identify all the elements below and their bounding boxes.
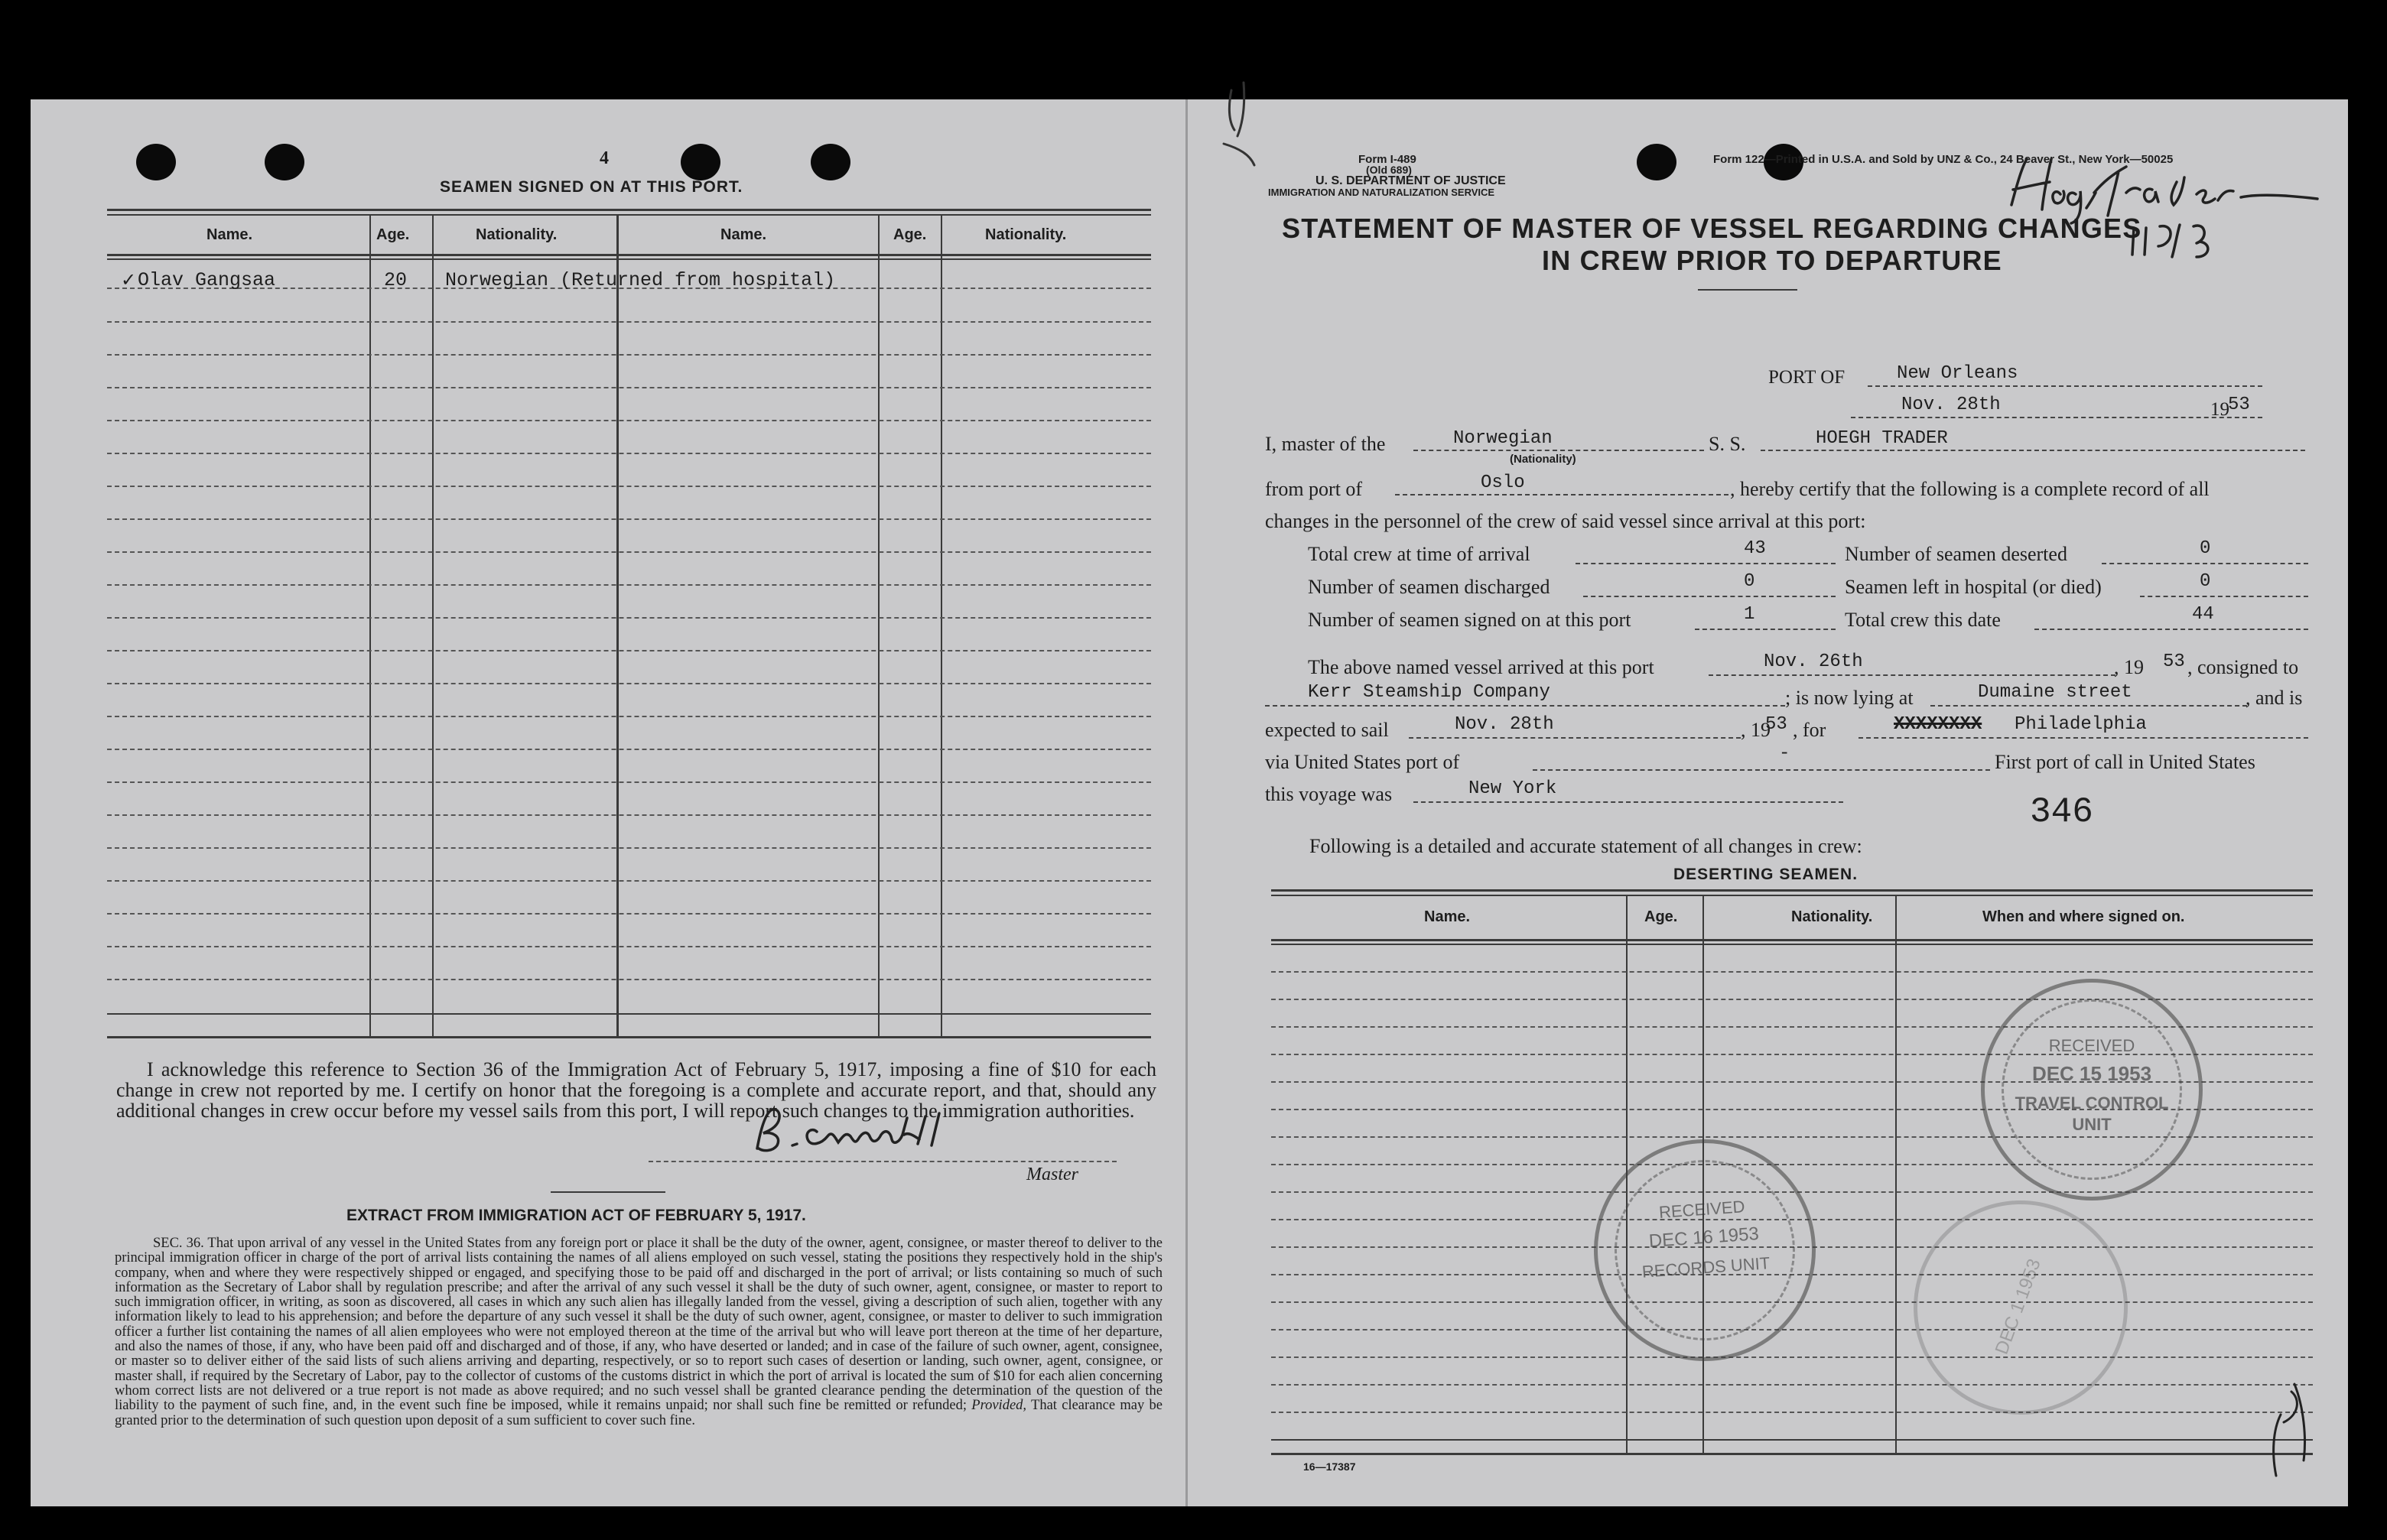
destination-value: Philadelphia — [2015, 714, 2147, 735]
consignee-value: Kerr Steamship Company — [1308, 682, 1550, 703]
page-fold — [1185, 99, 1188, 1506]
master-signature — [742, 1101, 1063, 1162]
col-header-age: Age. — [376, 226, 410, 243]
first-port-value: New York — [1468, 778, 1557, 799]
travel-control-stamp — [1981, 979, 2203, 1200]
col-header-name: Name. — [207, 226, 253, 243]
port-value: New Orleans — [1897, 363, 2018, 384]
sail-year: 53 — [1765, 714, 1787, 735]
from-port-value: Oslo — [1481, 473, 1525, 493]
arrived-label: The above named vessel arrived at this port — [1308, 656, 1654, 678]
records-unit-stamp — [1586, 1132, 1823, 1369]
total-crew-arrival-label: Total crew at time of arrival — [1308, 543, 1530, 565]
certify-text: , hereby certify that the following is a complete record of all — [1730, 478, 2210, 500]
arrived-date: Nov. 26th — [1764, 651, 1863, 672]
printer-line: Form 122—Printed in U.S.A. and Sold by UNZ & Co., 24 Beaver St., New York—50025 — [1713, 153, 2174, 166]
col-header-name: Name. — [1424, 908, 1471, 925]
punch-hole — [681, 144, 720, 180]
following-text: Following is a detailed and accurate statement of all changes in crew: — [1309, 835, 1862, 857]
col-header-nationality: Nationality. — [476, 226, 558, 243]
extract-title: EXTRACT FROM IMMIGRATION ACT OF FEBRUARY 5, 1917. — [346, 1207, 806, 1224]
document-sheet — [31, 99, 2348, 1506]
page-number: 4 — [600, 148, 609, 168]
master-label: Master — [1026, 1165, 1078, 1184]
col-header-nationality: Nationality. — [1791, 908, 1873, 925]
nationality-value: Norwegian — [1453, 428, 1553, 449]
via-port-value: - — [1779, 743, 1790, 764]
deserting-title: DESERTING SEAMEN. — [1673, 866, 1859, 883]
discharged-label: Number of seamen discharged — [1308, 576, 1550, 598]
from-port-label: from port of — [1265, 478, 1363, 500]
consigned-label: , consigned to — [2187, 656, 2299, 678]
service-name: IMMIGRATION AND NATURALIZATION SERVICE — [1268, 187, 1495, 198]
first-port-label: First port of call in United States — [1995, 751, 2255, 773]
for-label: , for — [1793, 719, 1826, 741]
stamp-received: RECEIVED — [1658, 1197, 1746, 1223]
and-is-text: , and is — [2246, 687, 2303, 709]
deserted-value: 0 — [2200, 538, 2211, 559]
left-page-title: SEAMEN SIGNED ON AT THIS PORT. — [440, 178, 743, 196]
col-header-age: Age. — [1644, 908, 1678, 925]
stamp-date: DEC 16 1953 — [1648, 1223, 1760, 1252]
nationality-caption: (Nationality) — [1510, 453, 1576, 466]
total-crew-date-label: Total crew this date — [1845, 609, 2001, 631]
punch-hole — [1637, 144, 1676, 180]
form-title-line1: STATEMENT OF MASTER OF VESSEL REGARDING CHANGES — [1282, 213, 2142, 244]
date-value: Nov. 28th — [1901, 395, 2001, 415]
stamp-date: DEC 15 1953 — [2031, 1062, 2152, 1085]
seaman-nationality: Norwegian (Returned from hospital) — [445, 269, 836, 291]
stamp-records-unit: RECORDS UNIT — [1641, 1253, 1771, 1282]
signed-on-label: Number of seamen signed on at this port — [1308, 609, 1631, 631]
deserted-label: Number of seamen deserted — [1845, 543, 2067, 565]
stamped-number: 346 — [2030, 792, 2093, 832]
acknowledgement-text: I acknowledge this reference to Section 36 of the Immigration Act of February 5, 1917, imposing a fine of $10 for each change in crew not reported by me. I certify on honor that the foregoing is a complete and accurate report, and that, should any additional changes in crew occur before my vessel sails from this port, I will report such changes to the immigration authorities. — [116, 1058, 1156, 1122]
col-header-nationality-2: Nationality. — [985, 226, 1067, 243]
arrived-year-prefix: , 19 — [2114, 656, 2144, 678]
sail-date: Nov. 28th — [1455, 714, 1554, 735]
seaman-name: Olav Gangsaa — [138, 269, 276, 291]
struck-destination: XXXXXXXX — [1894, 714, 1982, 735]
port-label: PORT OF — [1768, 367, 1846, 388]
extract-text: SEC. 36. That upon arrival of any vessel in the United States from any foreign port or place it shall be the duty of the owner, agent, consignee, or master thereof to deliver to the principal immigration officer in charge of the port of arrival lists containing the names of all aliens employed on such vessel, stating the positions they respectively hold in the ship's company, when and where they were respectively shipped or engaged, and specifying those to be paid off and discharged in the port of arrival; or lists containing so much of such information as the Secretary of Labor shall by regulation prescribe; and after the arrival of any such vessel it shall be the duty of such owner, agent, consignee, or master to report to such immigration officer, in writing, as soon as discovered, all cases in which any such alien has illegally landed from the vessel, giving a description of such alien, together with any information likely to lead to his apprehension; and before the departure of any such vessel it shall be the duty of such owner, agent, consignee, or master to deliver to such immigration officer a further list containing the names of all alien employees who were not employed thereon at the time of the arrival but who will leave port thereon at the time of her departure, and also the names of those, if any, who have been paid off and discharged and of those, if any, who have deserted or landed; and in case of the failure of such owner, agent, consignee, or master so to deliver either of the said lists of such aliens arriving and departing, respectively, or so to report such cases of desertion or landing, such owner, agent, consignee, or master shall, if required by the Secretary of Labor, pay to the collector of customs of the customs district in which the port of arrival is located the sum of $10 for each alien concerning whom correct lists are not delivered or a true report is not made as above required; and no such vessel shall be granted clearance pending the determination of the question of the liability to the payment of such fine, and, in the event such fine be imposed, while it remains unpaid; nor shall such fine be remitted or refunded; Provided, That clearance may be granted prior to the determination of such question upon deposit of a sum sufficient to cover such fine. — [115, 1236, 1163, 1428]
total-crew-date-value: 44 — [2192, 604, 2214, 625]
punch-hole — [811, 144, 850, 180]
form-title-line2: IN CREW PRIOR TO DEPARTURE — [1542, 245, 2002, 276]
lying-label: ; is now lying at — [1785, 687, 1914, 709]
seaman-age: 20 — [384, 269, 408, 291]
year-value: 53 — [2228, 395, 2250, 415]
margin-handwriting — [1208, 75, 1277, 174]
check-mark: ✓ — [121, 271, 137, 291]
stamp-date: DEC 1 1953 — [1991, 1256, 2045, 1357]
hospital-label: Seamen left in hospital (or died) — [1845, 576, 2102, 598]
col-header-signed-on: When and where signed on. — [1982, 908, 2185, 925]
vessel-name: HOEGH TRADER — [1816, 428, 1948, 449]
hospital-value: 0 — [2200, 571, 2211, 592]
punch-hole — [265, 144, 304, 180]
margin-check-mark — [2261, 1369, 2322, 1483]
form-number: Form I-489 — [1358, 153, 1416, 166]
stamp-travel-control: TRAVEL CONTROL — [2015, 1093, 2169, 1113]
via-label: via United States port of — [1265, 751, 1460, 773]
department-name: U. S. DEPARTMENT OF JUSTICE — [1315, 174, 1506, 187]
total-crew-arrival-value: 43 — [1744, 538, 1766, 559]
signed-on-value: 1 — [1744, 604, 1755, 625]
discharged-value: 0 — [1744, 571, 1755, 592]
ss-label: S. S. — [1709, 433, 1746, 455]
stamp-unit: UNIT — [2072, 1115, 2112, 1134]
expected-label: expected to sail — [1265, 719, 1389, 741]
changes-text: changes in the personnel of the crew of said vessel since arrival at this port: — [1265, 510, 1866, 532]
master-of-label: I, master of the — [1265, 433, 1386, 455]
year-prefix: 19 — [2210, 399, 2229, 420]
form-old-number: (Old 689) — [1366, 164, 1412, 176]
voyage-label: this voyage was — [1265, 783, 1393, 805]
faint-stamp — [1884, 1171, 2158, 1445]
lying-at-value: Dumaine street — [1978, 682, 2132, 703]
col-header-age-2: Age. — [893, 226, 927, 243]
punch-hole — [136, 144, 176, 180]
sail-year-prefix: , 19 — [1741, 719, 1771, 741]
arrived-year: 53 — [2163, 651, 2185, 672]
stamp-received: RECEIVED — [2048, 1036, 2135, 1055]
footer-code: 16—17387 — [1303, 1460, 1356, 1473]
col-header-name-2: Name. — [720, 226, 767, 243]
